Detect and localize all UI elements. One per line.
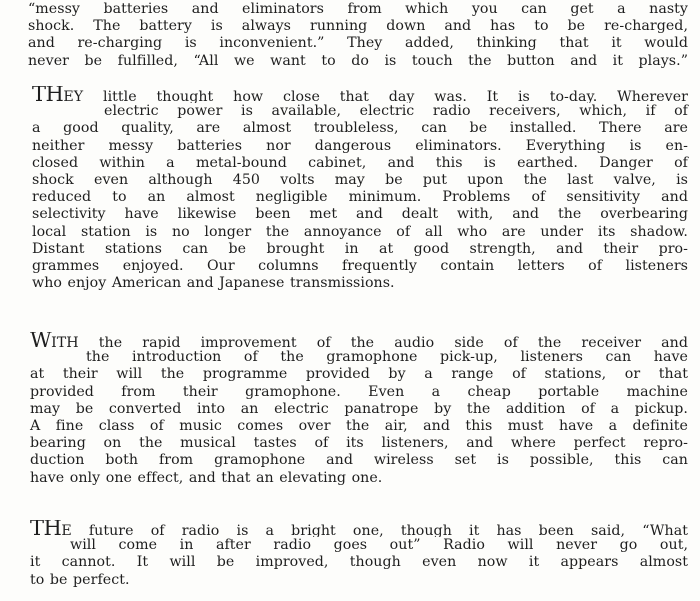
text-line: electric power is available, electric radio receivers, which, if of	[104, 103, 688, 120]
text-line: closed within a metal-bound cabinet, and this is earthed. Danger of	[32, 154, 688, 171]
text-line: selectivity have likewise been met and dealt with, and the overbearing	[32, 206, 688, 223]
text-line: EY little thought how close that day was. It is to-day. Wherever	[63, 89, 688, 104]
text-line: shock. The battery is always running down and has to be re-charged,	[28, 18, 688, 35]
text-line: may be converted into an electric panatrope by the addition of a pickup.	[30, 400, 688, 417]
paragraph-2	[0, 86, 700, 292]
paragraph-3	[0, 332, 700, 487]
text-line: E future of radio is a bright one, though it has been said, “What	[61, 523, 688, 538]
text-line: have only one effect, and that an elevating one.	[30, 469, 383, 486]
text-line: the introduction of the gramophone pick-up, listeners can have	[86, 349, 688, 366]
text-line: bearing on the musical tastes of its listeners, and where perfect repro-	[30, 435, 688, 452]
text-line: Distant stations can be brought in at good strength, and their pro-	[32, 240, 688, 257]
text-line: it cannot. It will be improved, though even now it appears almost	[30, 554, 688, 571]
paragraph-4	[0, 520, 700, 589]
text-line: neither messy batteries nor dangerous eliminators. Everything is en-	[32, 137, 688, 154]
drop-cap: TH	[32, 86, 64, 104]
text-line-with-dropcap	[0, 86, 700, 103]
text-line: “messy batteries and eliminators from which you can get a nasty	[28, 1, 688, 17]
drop-cap: W	[30, 332, 52, 350]
text-line: at their will the programme provided by a range of stations, or that	[30, 366, 688, 383]
drop-cap: TH	[30, 520, 62, 538]
text-line-with-dropcap	[0, 520, 700, 537]
text-line: grammes enjoyed. Our columns frequently contain letters of listeners	[32, 257, 688, 274]
text-line: provided from their gramophone. Even a cheap portable machine	[30, 383, 688, 400]
text-line: local station is no longer the annoyance of all who are under its shadow.	[32, 223, 688, 240]
text-line: duction both from gramophone and wireless set is possible, this can	[30, 452, 688, 469]
text-line: A fine class of music comes over the air, and this must have a definite	[30, 417, 688, 434]
text-line-with-dropcap	[0, 332, 700, 349]
text-line: reduced to an almost negligible minimum. Problems of sensitivity and	[32, 189, 688, 206]
text-line: ITH the rapid improvement of the audio side of the receiver and	[51, 335, 688, 350]
paragraph-1	[0, 1, 700, 70]
text-line: shock even although 450 volts may be put upon the last valve, is	[32, 171, 688, 188]
text-line: will come in after radio goes out” Radio will never go out,	[70, 537, 688, 554]
text-line: to be perfect.	[30, 571, 130, 588]
text-line: and re-charging is inconvenient.” They added, thinking that it would	[28, 35, 688, 52]
text-line: never be fulfilled, “All we want to do is touch the button and it plays.”	[28, 52, 688, 69]
text-line: a good quality, are almost troubleless, can be installed. There are	[32, 120, 688, 137]
text-line: who enjoy American and Japanese transmissions.	[32, 275, 395, 292]
